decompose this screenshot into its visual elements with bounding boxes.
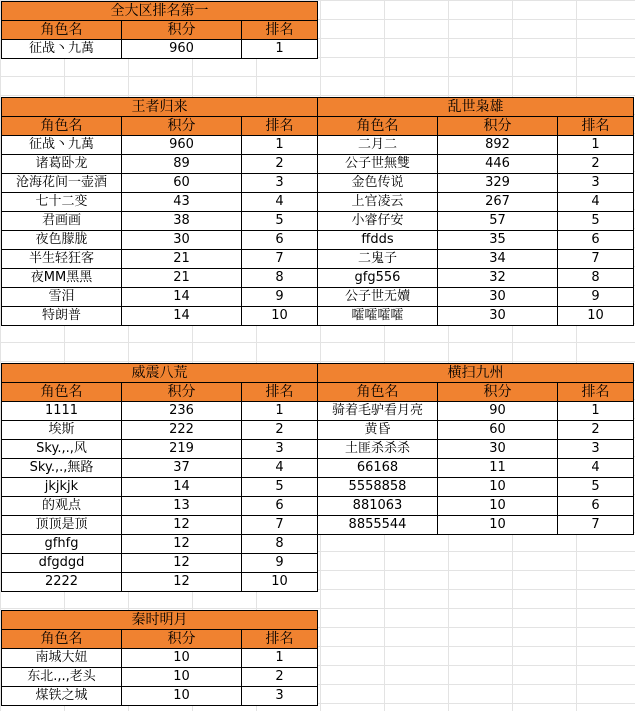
cell-name[interactable]: 特朗普 [2, 307, 122, 326]
cell-score[interactable]: 34 [438, 250, 558, 269]
cell-score[interactable]: 14 [122, 478, 242, 497]
cell-name[interactable]: 上官凌云 [318, 193, 438, 212]
cell-rank[interactable]: 6 [558, 231, 634, 250]
cell-score[interactable]: 30 [438, 307, 558, 326]
table-row [318, 421, 634, 440]
table-title: 全大区排名第一 [2, 2, 318, 21]
cell-rank[interactable]: 3 [558, 440, 634, 459]
cell-score[interactable]: 10 [122, 649, 242, 668]
table-row [2, 402, 318, 421]
table-row [2, 307, 318, 326]
cell-rank[interactable]: 1 [242, 649, 318, 668]
cell-rank[interactable]: 8 [242, 535, 318, 554]
table-row [2, 649, 318, 668]
cell-rank[interactable]: 3 [558, 174, 634, 193]
table-row [318, 288, 634, 307]
column-header-name: 角色名 [2, 21, 122, 40]
cell-name[interactable]: 66168 [318, 459, 438, 478]
column-header-rank: 排名 [242, 383, 318, 402]
cell-name[interactable]: 诸葛卧龙 [2, 155, 122, 174]
column-header-score: 积分 [438, 117, 558, 136]
table-row [2, 40, 318, 59]
cell-rank[interactable]: 8 [242, 269, 318, 288]
cell-rank[interactable]: 6 [558, 497, 634, 516]
cell-name[interactable]: 夜色朦胧 [2, 231, 122, 250]
table-row [2, 478, 318, 497]
column-header-rank: 排名 [558, 117, 634, 136]
cell-name[interactable]: 881063 [318, 497, 438, 516]
cell-name[interactable]: 小睿仔安 [318, 212, 438, 231]
cell-name[interactable]: Sky.,.,無路 [2, 459, 122, 478]
cell-score[interactable]: 892 [438, 136, 558, 155]
cell-rank[interactable]: 3 [242, 687, 318, 706]
cell-name[interactable]: 公子世無雙 [318, 155, 438, 174]
column-header-name: 角色名 [2, 383, 122, 402]
cell-rank[interactable]: 5 [242, 478, 318, 497]
column-header-name: 角色名 [318, 117, 438, 136]
table-row [2, 250, 318, 269]
qinshi-table [1, 610, 318, 706]
cell-rank[interactable]: 1 [242, 402, 318, 421]
table-row [318, 478, 634, 497]
cell-rank[interactable]: 10 [558, 307, 634, 326]
cell-score[interactable]: 219 [122, 440, 242, 459]
cell-name[interactable]: 5558858 [318, 478, 438, 497]
cell-rank[interactable]: 1 [242, 136, 318, 155]
cell-score[interactable]: 10 [438, 478, 558, 497]
cell-name[interactable]: 黄昏 [318, 421, 438, 440]
panel-luanshi [317, 97, 634, 326]
cell-rank[interactable]: 1 [242, 40, 318, 59]
table-title: 威震八荒 [2, 364, 318, 383]
cell-name[interactable]: dfgdgd [2, 554, 122, 573]
cell-score[interactable]: 90 [438, 402, 558, 421]
table-row [318, 155, 634, 174]
cell-rank[interactable]: 3 [242, 174, 318, 193]
column-header-rank: 排名 [242, 117, 318, 136]
cell-rank[interactable]: 6 [242, 231, 318, 250]
cell-name[interactable]: 公子世无嬻 [318, 288, 438, 307]
table-row [2, 212, 318, 231]
cell-name[interactable]: 南城大妞 [2, 649, 122, 668]
column-header-score: 积分 [438, 383, 558, 402]
hengsao-table [317, 363, 634, 535]
cell-name[interactable]: 沧海花间一壶酒 [2, 174, 122, 193]
table-row [318, 516, 634, 535]
column-header-rank: 排名 [242, 630, 318, 649]
cell-score[interactable]: 12 [122, 573, 242, 592]
cell-rank[interactable]: 2 [558, 421, 634, 440]
cell-name[interactable]: 煤铁之城 [2, 687, 122, 706]
cell-score[interactable]: 14 [122, 307, 242, 326]
cell-name[interactable]: 嚯嚯嚯嚯 [318, 307, 438, 326]
cell-rank[interactable]: 5 [558, 212, 634, 231]
table-row [2, 193, 318, 212]
table-row [318, 250, 634, 269]
cell-score[interactable]: 267 [438, 193, 558, 212]
column-header-name: 角色名 [318, 383, 438, 402]
cell-name[interactable]: 的观点 [2, 497, 122, 516]
cell-name[interactable]: 二鬼子 [318, 250, 438, 269]
cell-rank[interactable]: 4 [242, 193, 318, 212]
header-row [2, 117, 318, 136]
cell-score[interactable]: 21 [122, 269, 242, 288]
panel-qinshi [1, 610, 318, 706]
cell-rank[interactable]: 9 [558, 288, 634, 307]
cell-score[interactable]: 37 [122, 459, 242, 478]
cell-score[interactable]: 13 [122, 497, 242, 516]
table-row [318, 231, 634, 250]
table-row [2, 174, 318, 193]
table-row [2, 136, 318, 155]
cell-name[interactable]: 1111 [2, 402, 122, 421]
column-header-score: 积分 [122, 383, 242, 402]
cell-name[interactable]: 金色传说 [318, 174, 438, 193]
panel-weizhen [1, 363, 318, 592]
cell-rank[interactable]: 5 [558, 478, 634, 497]
cell-score[interactable]: 11 [438, 459, 558, 478]
panel-wangzhe [1, 97, 318, 326]
cell-score[interactable]: 12 [122, 535, 242, 554]
header-row [2, 383, 318, 402]
column-header-name: 角色名 [2, 117, 122, 136]
cell-name[interactable]: 征战丶九萬 [2, 40, 122, 59]
cell-score[interactable]: 89 [122, 155, 242, 174]
table-row [2, 516, 318, 535]
column-header-score: 积分 [122, 117, 242, 136]
table-row [2, 459, 318, 478]
cell-name[interactable]: 雪泪 [2, 288, 122, 307]
table-row [318, 307, 634, 326]
weizhen-table [1, 363, 318, 592]
cell-rank[interactable]: 4 [558, 193, 634, 212]
cell-score[interactable]: 960 [122, 40, 242, 59]
table-row [318, 136, 634, 155]
table-row [318, 440, 634, 459]
table-row [318, 269, 634, 288]
cell-score[interactable]: 43 [122, 193, 242, 212]
cell-name[interactable]: 土匪杀杀杀 [318, 440, 438, 459]
table-title: 秦时明月 [2, 611, 318, 630]
header-row [318, 117, 634, 136]
cell-rank[interactable]: 4 [558, 459, 634, 478]
cell-rank[interactable]: 7 [242, 250, 318, 269]
header-row [2, 630, 318, 649]
cell-score[interactable]: 12 [122, 554, 242, 573]
table-row [2, 231, 318, 250]
cell-name[interactable]: gfg556 [318, 269, 438, 288]
cell-name[interactable]: ffdds [318, 231, 438, 250]
table-row [318, 497, 634, 516]
table-title: 王者归来 [2, 98, 318, 117]
top-rank-table [1, 1, 318, 59]
table-row [318, 212, 634, 231]
table-title: 横扫九州 [318, 364, 634, 383]
cell-score[interactable]: 10 [122, 687, 242, 706]
cell-score[interactable]: 30 [438, 440, 558, 459]
cell-name[interactable]: 骑着毛驴看月亮 [318, 402, 438, 421]
cell-score[interactable]: 14 [122, 288, 242, 307]
cell-score[interactable]: 236 [122, 402, 242, 421]
cell-name[interactable]: 君画画 [2, 212, 122, 231]
cell-rank[interactable]: 4 [242, 459, 318, 478]
cell-name[interactable]: 征战丶九萬 [2, 136, 122, 155]
cell-name[interactable]: 东北.,.,老头 [2, 668, 122, 687]
column-header-score: 积分 [122, 630, 242, 649]
cell-rank[interactable]: 1 [558, 402, 634, 421]
cell-rank[interactable]: 7 [558, 516, 634, 535]
cell-score[interactable]: 10 [438, 516, 558, 535]
cell-rank[interactable]: 6 [242, 497, 318, 516]
cell-rank[interactable]: 8 [558, 269, 634, 288]
cell-rank[interactable]: 2 [242, 668, 318, 687]
cell-score[interactable]: 30 [438, 288, 558, 307]
table-row [2, 668, 318, 687]
table-row [2, 535, 318, 554]
table-row [318, 402, 634, 421]
table-row [2, 687, 318, 706]
table-row [2, 497, 318, 516]
cell-score[interactable]: 10 [122, 668, 242, 687]
cell-rank[interactable]: 9 [242, 554, 318, 573]
cell-rank[interactable]: 2 [558, 155, 634, 174]
cell-score[interactable]: 446 [438, 155, 558, 174]
cell-name[interactable]: jkjkjk [2, 478, 122, 497]
table-row [2, 440, 318, 459]
cell-score[interactable]: 35 [438, 231, 558, 250]
cell-score[interactable]: 329 [438, 174, 558, 193]
cell-rank[interactable]: 2 [242, 421, 318, 440]
table-row [318, 459, 634, 478]
cell-score[interactable]: 60 [122, 174, 242, 193]
cell-rank[interactable]: 7 [242, 516, 318, 535]
cell-rank[interactable]: 7 [558, 250, 634, 269]
cell-rank[interactable]: 9 [242, 288, 318, 307]
panel-top-rank [1, 1, 318, 59]
table-row [2, 554, 318, 573]
luanshi-table [317, 97, 634, 326]
cell-score[interactable]: 57 [438, 212, 558, 231]
cell-name[interactable]: Sky.,.,风 [2, 440, 122, 459]
table-row [2, 288, 318, 307]
cell-name[interactable]: 2222 [2, 573, 122, 592]
cell-score[interactable]: 30 [122, 231, 242, 250]
wangzhe-table [1, 97, 318, 326]
cell-score[interactable]: 10 [438, 497, 558, 516]
cell-name[interactable]: 半生轻狂客 [2, 250, 122, 269]
table-row [2, 269, 318, 288]
cell-score[interactable]: 960 [122, 136, 242, 155]
column-header-rank: 排名 [242, 21, 318, 40]
cell-name[interactable]: 8855544 [318, 516, 438, 535]
column-header-score: 积分 [122, 21, 242, 40]
column-header-name: 角色名 [2, 630, 122, 649]
cell-rank[interactable]: 5 [242, 212, 318, 231]
cell-name[interactable]: 二月二 [318, 136, 438, 155]
cell-name[interactable]: 夜MM黑黑 [2, 269, 122, 288]
cell-score[interactable]: 60 [438, 421, 558, 440]
cell-score[interactable]: 222 [122, 421, 242, 440]
column-header-rank: 排名 [558, 383, 634, 402]
header-row [2, 21, 318, 40]
cell-name[interactable]: gfhfg [2, 535, 122, 554]
cell-score[interactable]: 12 [122, 516, 242, 535]
cell-rank[interactable]: 10 [242, 573, 318, 592]
cell-name[interactable]: 埃斯 [2, 421, 122, 440]
cell-rank[interactable]: 3 [242, 440, 318, 459]
cell-rank[interactable]: 1 [558, 136, 634, 155]
cell-rank[interactable]: 2 [242, 155, 318, 174]
cell-score[interactable]: 38 [122, 212, 242, 231]
cell-name[interactable]: 七十二变 [2, 193, 122, 212]
cell-name[interactable]: 顶顶是顶 [2, 516, 122, 535]
header-row [318, 383, 634, 402]
table-row [318, 193, 634, 212]
table-row [318, 174, 634, 193]
table-row [2, 421, 318, 440]
table-row [2, 573, 318, 592]
cell-rank[interactable]: 10 [242, 307, 318, 326]
cell-score[interactable]: 32 [438, 269, 558, 288]
cell-score[interactable]: 21 [122, 250, 242, 269]
table-row [2, 155, 318, 174]
panel-hengsao [317, 363, 634, 535]
table-title: 乱世枭雄 [318, 98, 634, 117]
